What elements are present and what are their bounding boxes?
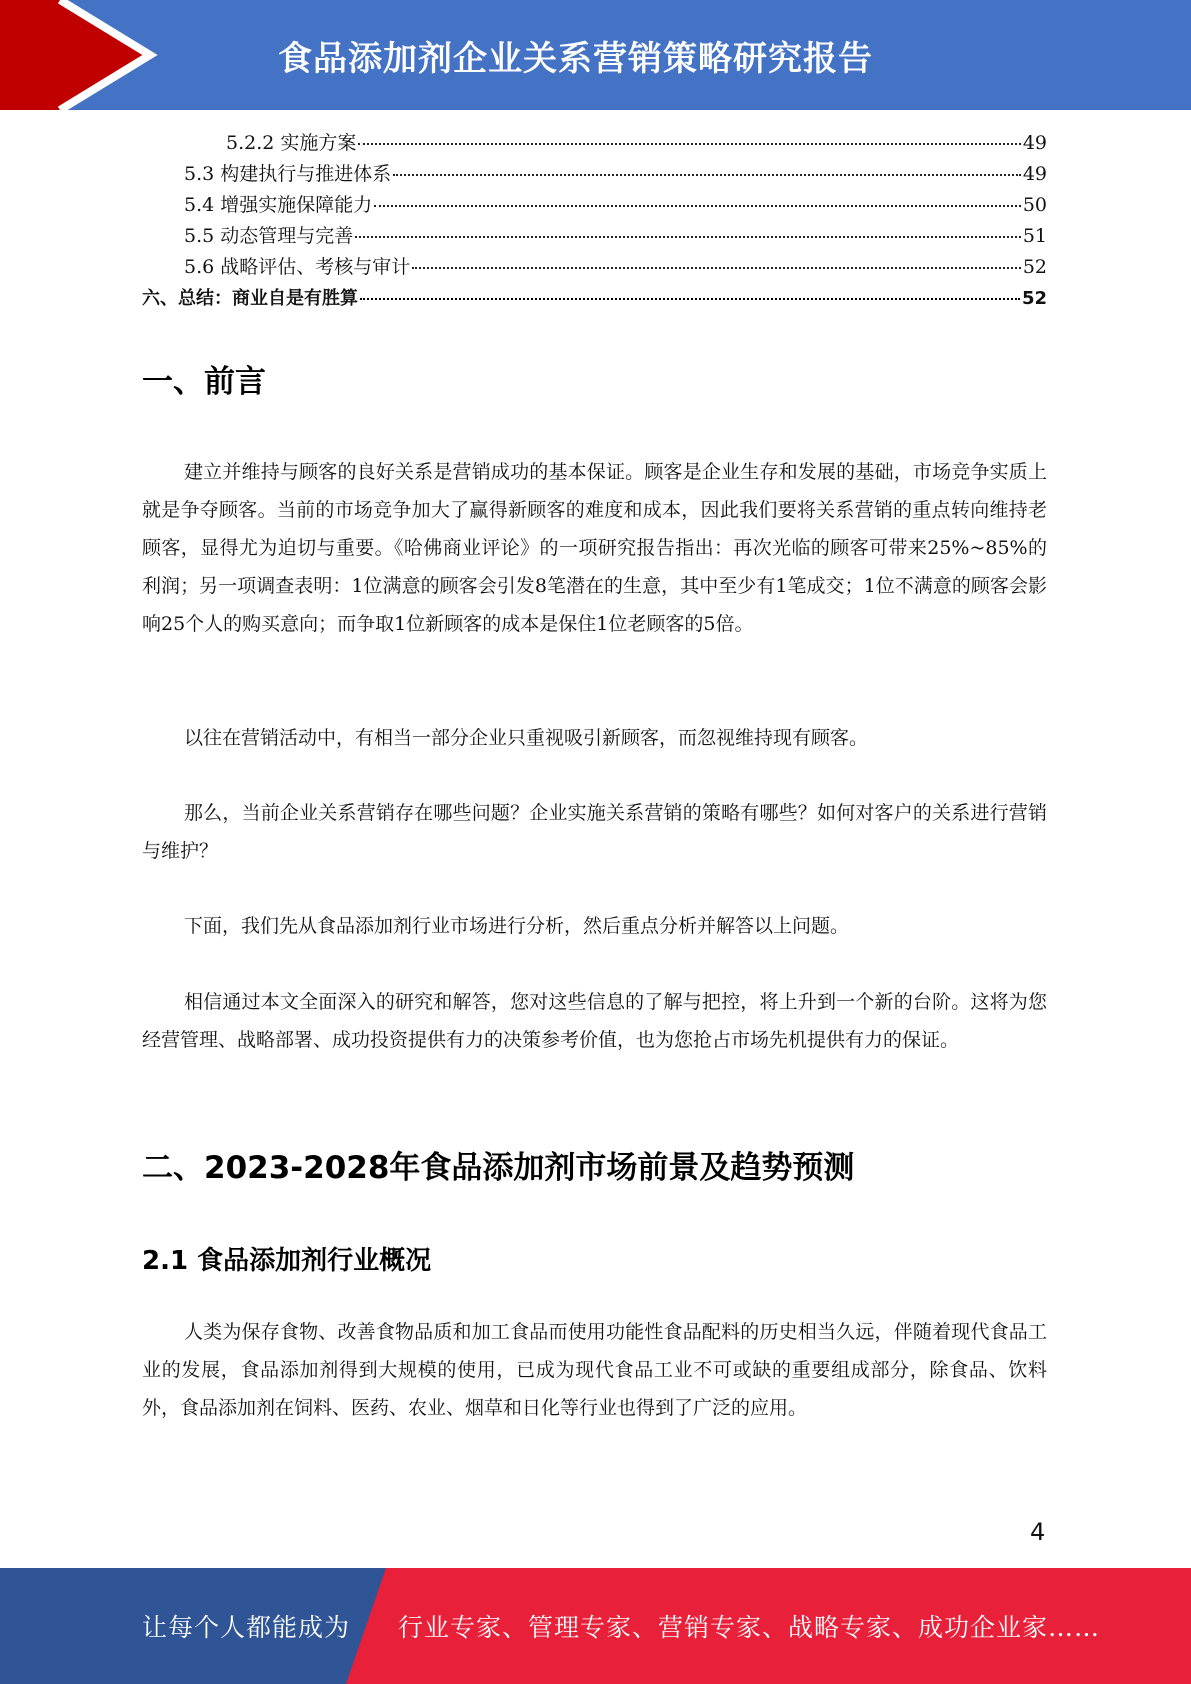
toc-entry-title: 5.5 动态管理与完善 xyxy=(184,225,354,247)
toc-dot-leader xyxy=(360,298,1020,300)
toc-dot-leader xyxy=(374,205,1021,207)
paragraph: 那么，当前企业关系营销存在哪些问题？企业实施关系营销的策略有哪些？如何对客户的关系进行营销与维护？ xyxy=(142,802,1047,862)
paragraph: 相信通过本文全面深入的研究和解答，您对这些信息的了解与把控，将上升到一个新的台阶。这将为您经营管理、战略部署、成功投资提供有力的决策参考价值，也为您抢占市场先机提供有力的保证。 xyxy=(142,991,1047,1051)
paragraph: 以往在营销活动中，有相当一部分企业只重视吸引新顾客，而忽视维持现有顾客。 xyxy=(184,727,869,749)
page-header xyxy=(0,0,1191,110)
toc-entry-page: 51 xyxy=(1022,225,1047,247)
toc-entry-title: 5.4 增强实施保障能力 xyxy=(184,194,373,216)
subsection-heading: 2.1 食品添加剂行业概况 xyxy=(142,1246,432,1276)
section-heading-market: 二、2023-2028年食品添加剂市场前景及趋势预测 xyxy=(142,1150,855,1186)
footer-slogan-left: 让每个人都能成为 xyxy=(142,1613,351,1642)
toc-dot-leader xyxy=(393,174,1021,176)
footer-slogan-right: 行业专家、管理专家、营销专家、战略专家、成功企业家…… xyxy=(398,1613,1101,1642)
toc-entry-title: 5.6 战略评估、考核与审计 xyxy=(184,256,411,278)
toc-entry[interactable] xyxy=(142,221,1047,252)
paragraph: 下面，我们先从食品添加剂行业市场进行分析，然后重点分析并解答以上问题。 xyxy=(184,915,850,937)
toc-entry-page: 49 xyxy=(1022,163,1047,185)
paragraph: 人类为保存食物、改善食物品质和加工食品而使用功能性食品配料的历史相当久远，伴随着现代食品工业的发展，食品添加剂得到大规模的使用，已成为现代食品工业不可或缺的重要组成部分，除食品、饮料外，食品添加剂在饲料、医药、农业、烟草和日化等行业也得到了广泛的应用。 xyxy=(142,1321,1047,1419)
toc-entry[interactable] xyxy=(142,283,1047,314)
toc-dot-leader xyxy=(412,267,1021,269)
page-footer xyxy=(0,1568,1191,1684)
toc-entry-title: 六、总结：商业自是有胜算 xyxy=(142,288,358,309)
page-number: 4 xyxy=(1030,1518,1046,1546)
toc-entry[interactable] xyxy=(142,128,1047,159)
toc-dot-leader xyxy=(355,236,1021,238)
toc-entry-title: 5.2.2 实施方案 xyxy=(226,132,357,154)
toc-entry-page: 52 xyxy=(1021,288,1047,309)
paragraph: 建立并维持与顾客的良好关系是营销成功的基本保证。顾客是企业生存和发展的基础，市场竞争实质上就是争夺顾客。当前的市场竞争加大了赢得新顾客的难度和成本，因此我们要将关系营销的重点转向维持老顾客，显得尤为迫切与重要。《哈佛商业评论》的一项研究报告指出：再次光临的顾客可带来25%~85%的利润；另一项调查表明：1位满意的顾客会引发8笔潜在的生意，其中至少有1笔成交；1位不满意的顾客会影响25个人的购买意向；而争取1位新顾客的成本是保住1位老顾客的5倍。 xyxy=(142,461,1047,635)
toc-entry-page: 52 xyxy=(1022,256,1047,278)
toc-entry-title: 5.3 构建执行与推进体系 xyxy=(184,163,392,185)
chevron-arrow-icon xyxy=(0,0,160,110)
toc-entry[interactable] xyxy=(142,159,1047,190)
toc-entry-page: 49 xyxy=(1022,132,1047,154)
table-of-contents xyxy=(142,128,1047,314)
toc-dot-leader xyxy=(358,143,1020,145)
toc-entry[interactable] xyxy=(142,190,1047,221)
report-title: 食品添加剂企业关系营销策略研究报告 xyxy=(278,38,873,79)
toc-entry-page: 50 xyxy=(1022,194,1047,216)
section-heading-preface: 一、前言 xyxy=(142,364,266,400)
toc-entry[interactable] xyxy=(142,252,1047,283)
